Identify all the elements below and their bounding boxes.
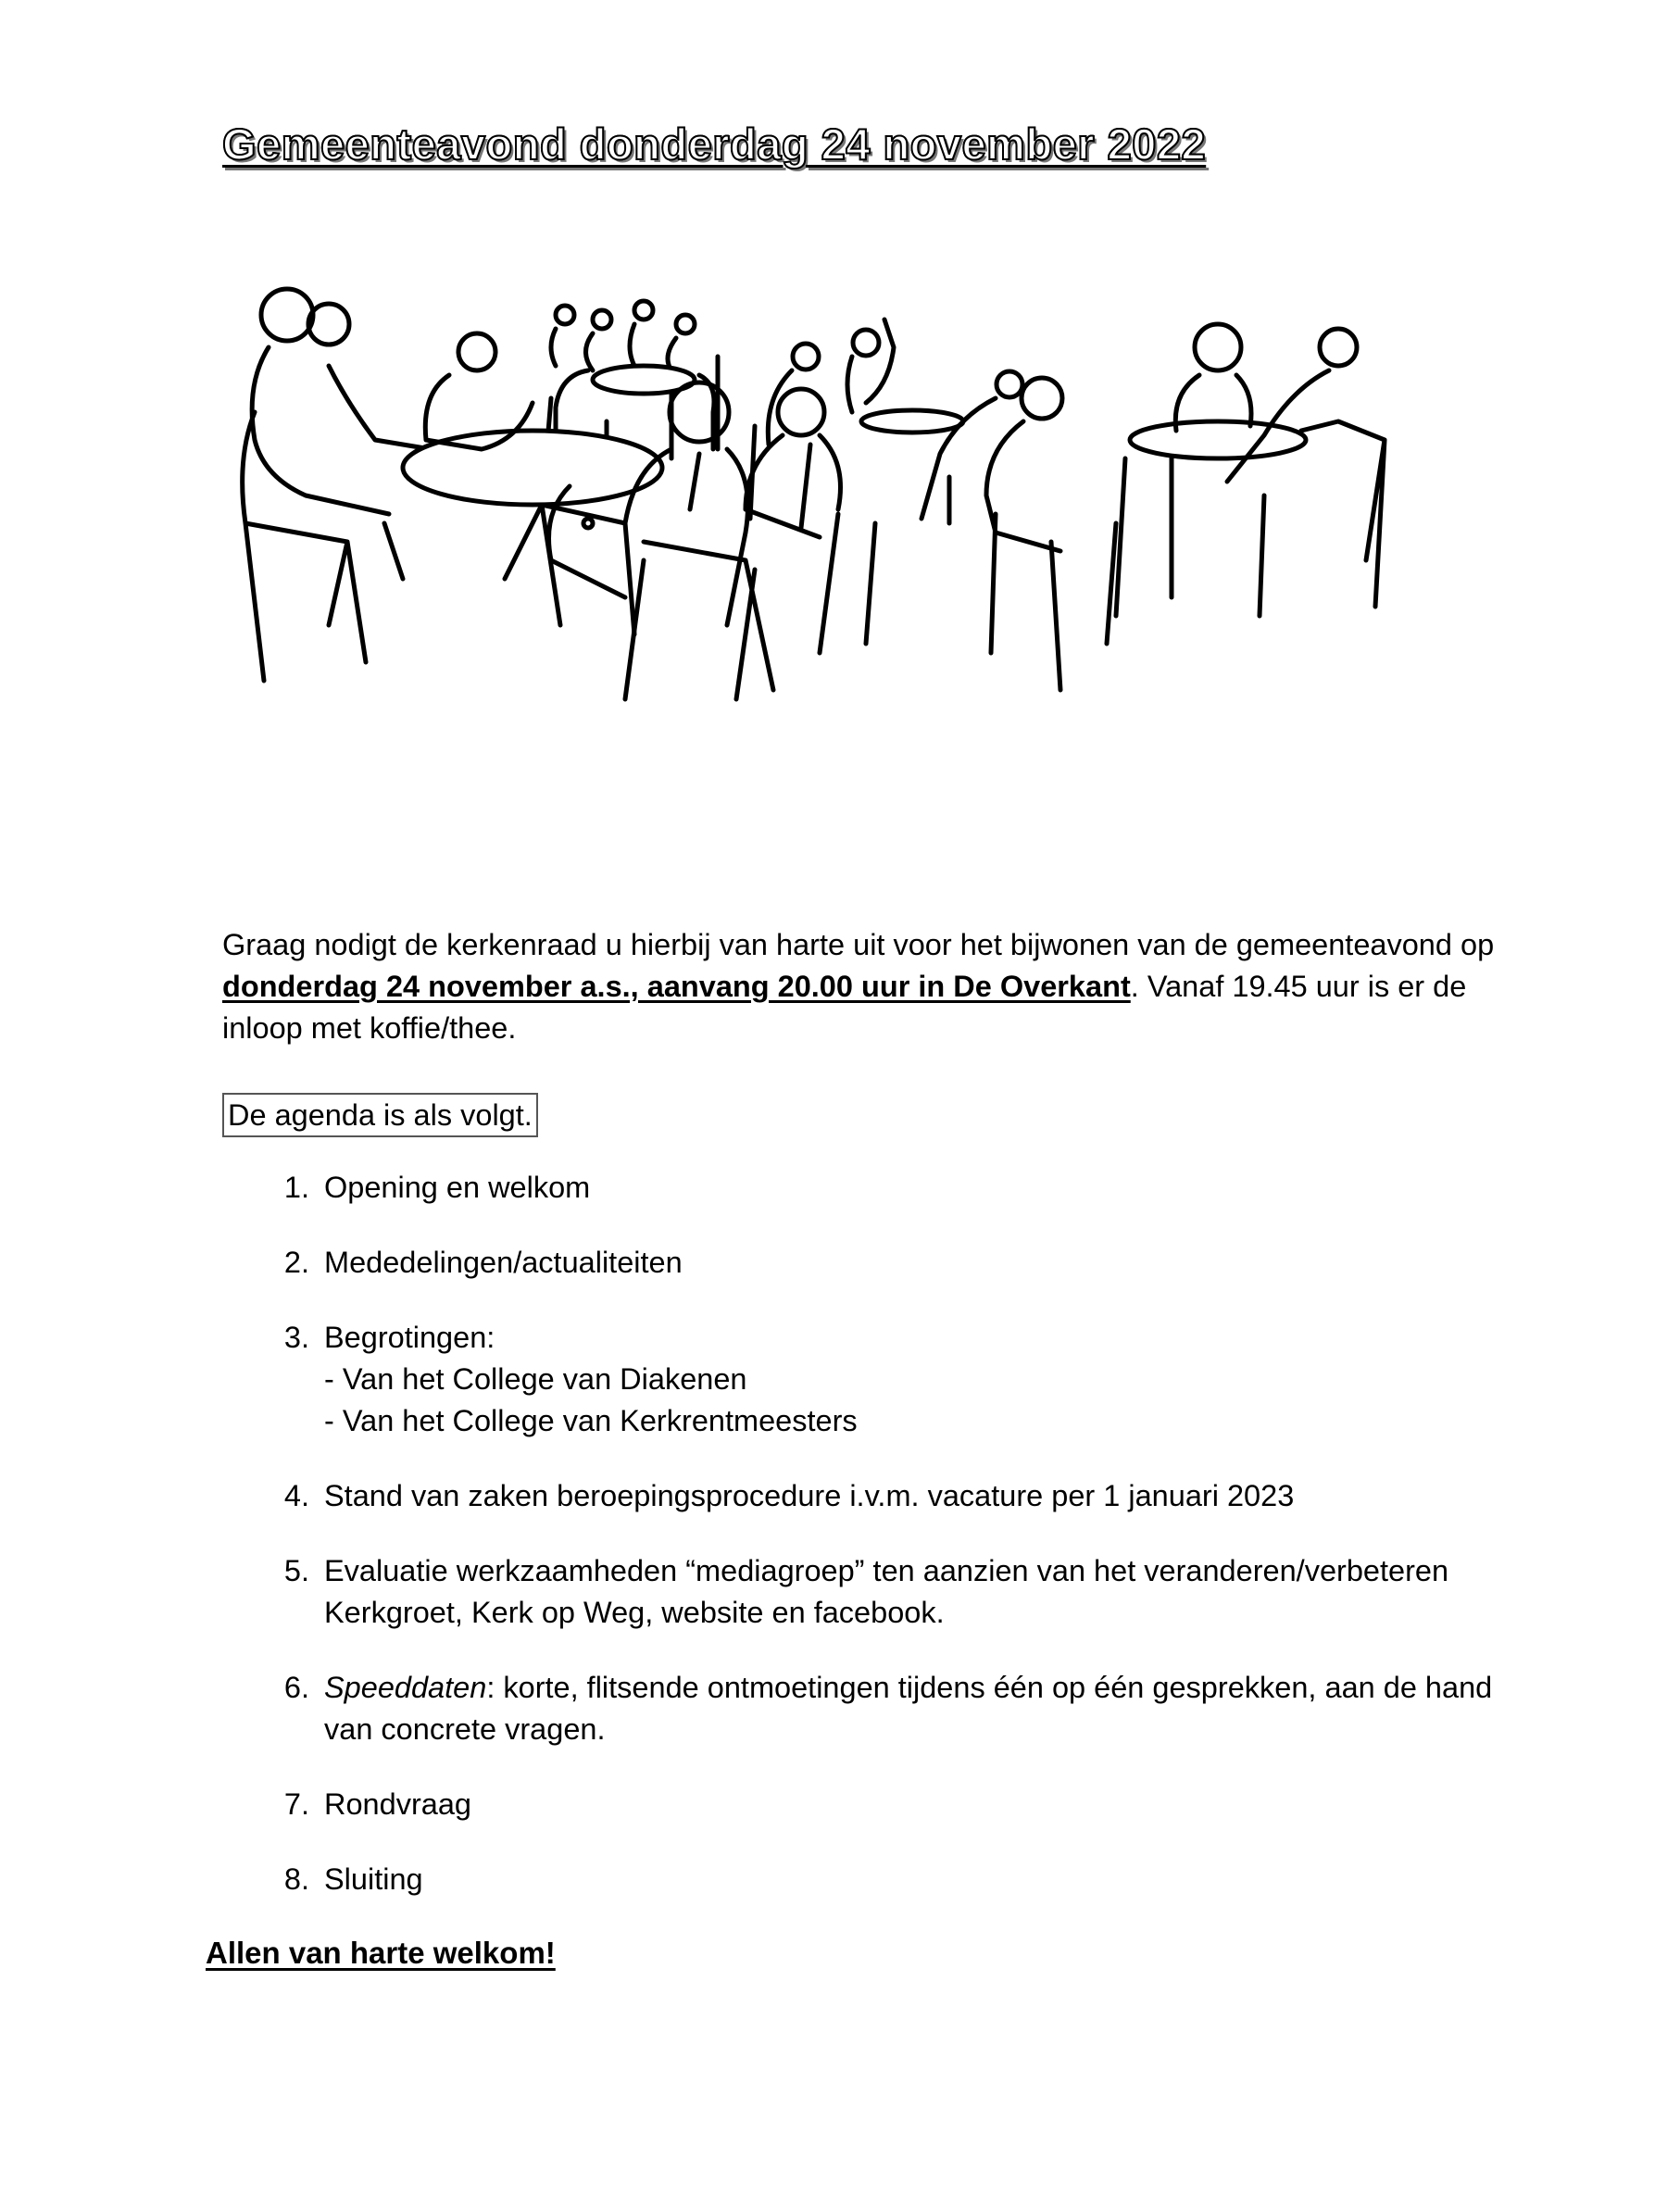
right-back-group: [750, 320, 1022, 528]
agenda-text: Evaluatie werkzaamheden “mediagroep” ten aanzien van het veranderen/verbeteren Kerkgroet, Kerk op Weg, website en facebook.: [324, 1554, 1449, 1629]
invitation-part-2: . Vanaf 19.45 uur is er de inloop met koffie/thee.: [222, 970, 1467, 1045]
agenda-list: [269, 1167, 1519, 1900]
agenda-heading: De agenda is als volgt.: [222, 1093, 538, 1137]
agenda-text: Stand van zaken beroepingsprocedure i.v.m. vacature per 1 januari 2023: [324, 1479, 1295, 1512]
agenda-item: [269, 1317, 1519, 1442]
agenda-item: [269, 1167, 1519, 1209]
agenda-number: 1.: [283, 1171, 309, 1204]
right-people: [986, 324, 1385, 690]
right-table: [1130, 421, 1306, 458]
agenda-item: [269, 1475, 1519, 1517]
agenda-text: Begrotingen:: [324, 1321, 495, 1354]
invitation-date-location: donderdag 24 november a.s., aanvang 20.00 uur in De Overkant: [222, 970, 1131, 1003]
agenda-text: Opening en welkom: [324, 1171, 591, 1204]
agenda-item: [269, 1242, 1519, 1284]
agenda-number: 6.: [283, 1671, 309, 1704]
right-middle-person: [746, 389, 875, 653]
agenda-subitem: - Van het College van Diakenen: [324, 1362, 747, 1396]
agenda-number: 8.: [283, 1862, 309, 1896]
closing-text: Allen van harte welkom!: [206, 1936, 556, 1970]
agenda-item: [269, 1550, 1519, 1634]
agenda-italic: Speeddaten: [324, 1671, 487, 1704]
agenda-number: 5.: [283, 1554, 309, 1587]
invitation-text: [222, 924, 1519, 1049]
agenda-number: 2.: [283, 1246, 309, 1279]
front-left-person: [243, 289, 431, 681]
agenda-item: [269, 1667, 1519, 1750]
people-at-tables-illustration: [236, 282, 1468, 912]
invitation-part-1: Graag nodigt de kerkenraad u hierbij van harte uit voor het bijwonen van de gemeenteavond op: [222, 928, 1495, 961]
agenda-item: [269, 1859, 1519, 1900]
agenda-number: 3.: [283, 1321, 309, 1354]
agenda-text: : korte, flitsende ontmoetingen tijdens één op één gesprekken, aan de hand van concrete vragen.: [324, 1671, 1493, 1746]
page-title: Gemeenteavond donderdag 24 november 2022: [222, 119, 1207, 169]
agenda-text: Sluiting: [324, 1862, 423, 1896]
agenda-text: Mededelingen/actualiteiten: [324, 1246, 683, 1279]
agenda-item: [269, 1784, 1519, 1825]
agenda-text: Rondvraag: [324, 1787, 471, 1821]
agenda-subitem: - Van het College van Kerkrentmeesters: [324, 1404, 858, 1437]
agenda-number: 4.: [283, 1479, 309, 1512]
agenda-number: 7.: [283, 1787, 309, 1821]
